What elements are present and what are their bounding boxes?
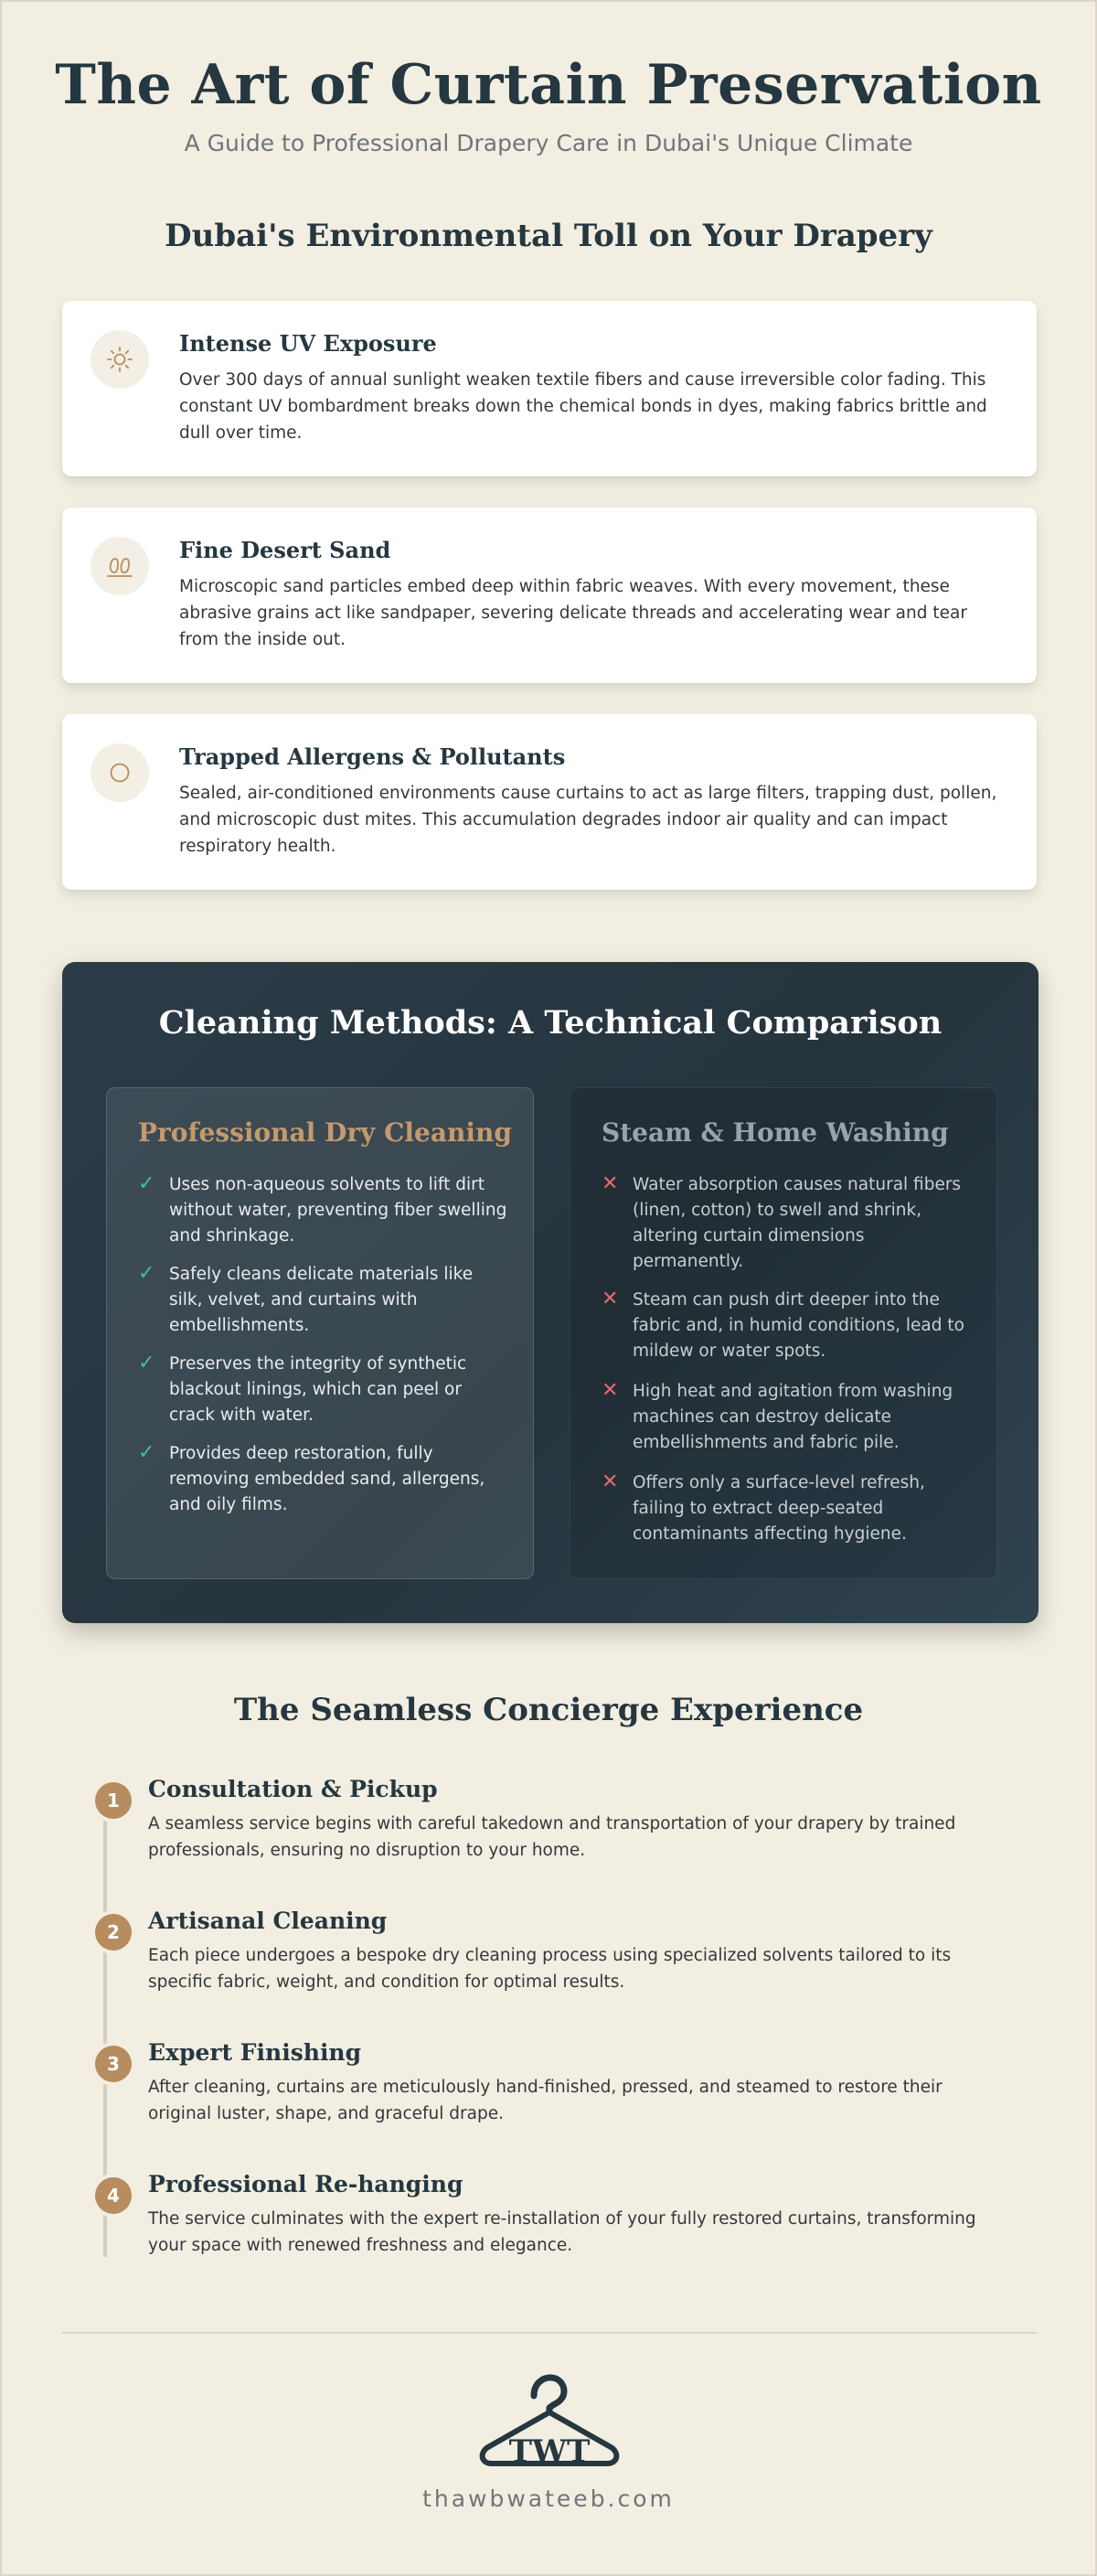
step-number-badge: 2 [95, 1914, 132, 1951]
cross-icon: ✕ [602, 1379, 619, 1402]
cross-icon: ✕ [602, 1172, 619, 1195]
page-header [2, 53, 1095, 156]
checkmark-icon: ✓ [138, 1352, 155, 1374]
step-text: After cleaning, curtains are meticulously hand-finished, pressed, and steamed to restore their original luster, shape, and graceful drape. [148, 2078, 943, 2123]
step-title: Professional Re-hanging [148, 2171, 463, 2197]
card-title: Fine Desert Sand [179, 537, 391, 563]
card-title: Trapped Allergens & Pollutants [179, 743, 566, 770]
logo-text: TWT [508, 2433, 591, 2469]
column-title: Professional Dry Cleaning [138, 1117, 512, 1148]
step-text: A seamless service begins with careful takedown and transportation of your drapery by trained professionals, ensuring no disruption to your home. [148, 1814, 956, 1860]
step-text: The service culminates with the expert re-installation of your fully restored curtains, transforming your space with renewed freshness and elegance. [148, 2209, 976, 2255]
toll-card-sand [62, 508, 1037, 683]
steam-home-washing-column [570, 1087, 997, 1579]
step-title: Consultation & Pickup [148, 1776, 438, 1802]
pro-item-text: Uses non-aqueous solvents to lift dirt without water, preventing fiber swelling and shrinkage. [169, 1175, 507, 1245]
step-number-badge: 4 [95, 2177, 132, 2214]
pro-item-text: Safely cleans delicate materials like silk, velvet, and curtains with embellishments. [169, 1265, 474, 1335]
checkmark-icon: ✓ [138, 1262, 155, 1285]
step-text: Each piece undergoes a bespoke dry cleaning process using specialized solvents tailored to its specific fabric, weight, and condition for optimal results. [148, 1946, 952, 1992]
card-text: Over 300 days of annual sunlight weaken textile fibers and cause irreversible color fading. This constant UV bombardment breaks down the chemical bonds in dyes, making fabrics brittle and dull over time. [179, 370, 987, 443]
sand-icon [91, 537, 149, 595]
comparison-title: Cleaning Methods: A Technical Comparison [158, 1004, 943, 1042]
hanger-logo [472, 2374, 627, 2473]
toll-section-title: Dubai's Environmental Toll on Your Drapery [165, 218, 932, 254]
website-link[interactable]: thawbwateeb.com [422, 2485, 675, 2512]
card-title: Intense UV Exposure [179, 330, 437, 357]
sun-icon [91, 330, 149, 389]
home-item-text: Steam can push dirt deeper into the fabric and, in humid conditions, lead to mildew or water spots. [633, 1290, 964, 1361]
home-item-text: Water absorption causes natural fibers (linen, cotton) to swell and shrink, altering curtain dimensions permanently. [633, 1175, 962, 1271]
cross-icon: ✕ [602, 1288, 619, 1310]
professional-dry-cleaning-column [106, 1087, 534, 1579]
checkmark-icon: ✓ [138, 1172, 155, 1195]
home-item-text: Offers only a surface-level refresh, failing to extract deep-seated contaminants affecting hygiene. [633, 1473, 925, 1544]
cross-icon: ✕ [602, 1470, 619, 1493]
step-number-badge: 3 [95, 2046, 132, 2082]
step-number-badge: 1 [95, 1782, 132, 1819]
column-title: Steam & Home Washing [602, 1117, 949, 1148]
toll-card-allergens [62, 714, 1037, 890]
concierge-section-title: The Seamless Concierge Experience [233, 1692, 864, 1728]
card-text: Sealed, air-conditioned environments cause curtains to act as large filters, trapping dust, pollen, and microscopic dust mites. This accumulation degrades indoor air quality and can impact respiratory health. [179, 784, 997, 856]
page-title: The Art of Curtain Preservation [55, 53, 1042, 117]
comparison-panel [62, 962, 1038, 1623]
pro-item-text: Preserves the integrity of synthetic blackout linings, which can peel or crack with water. [169, 1354, 467, 1425]
footer-divider [62, 2332, 1037, 2334]
home-item-text: High heat and agitation from washing machines can destroy delicate embellishments and fabric pile. [633, 1382, 953, 1452]
page-subtitle: A Guide to Professional Drapery Care in Dubai's Unique Climate [184, 130, 913, 156]
step-title: Expert Finishing [148, 2039, 362, 2066]
checkmark-icon: ✓ [138, 1441, 155, 1464]
card-text: Microscopic sand particles embed deep within fabric weaves. With every movement, these abrasive grains act like sandpaper, severing delicate threads and accelerating wear and tear from the inside out. [179, 577, 967, 649]
circle-icon [91, 743, 149, 802]
pro-item-text: Provides deep restoration, fully removing embedded sand, allergens, and oily films. [169, 1444, 485, 1514]
toll-card-uv [62, 301, 1037, 476]
step-title: Artisanal Cleaning [148, 1908, 388, 1934]
